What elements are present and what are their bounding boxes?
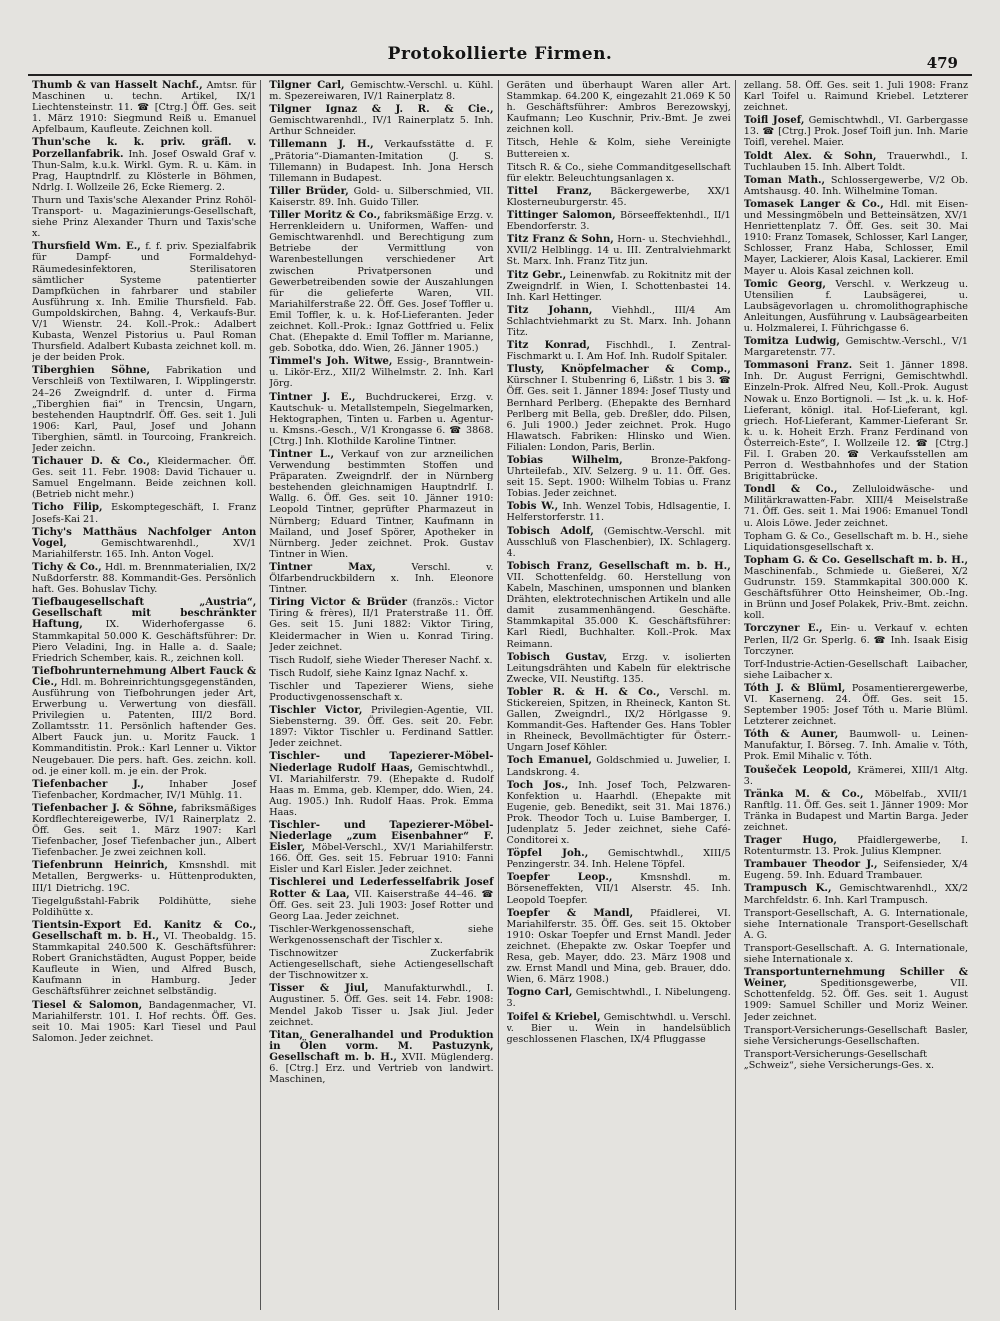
company-details: Tiegelgußstahl-Fabrik Poldihütte, siehe Poldihütte x. [32, 895, 257, 918]
company-entry [744, 531, 968, 553]
company-name: Tintner L., [269, 448, 335, 460]
company-details: Gemischtwhdl., XIII/5 Penzingerstr. 34. Inh. Helene Töpfel. [506, 848, 731, 871]
company-entry [744, 80, 968, 113]
company-entry [32, 597, 256, 664]
company-entry [507, 210, 731, 232]
company-name: Toch Emanuel, [506, 754, 592, 767]
company-name: Thun'sche k. k. priv. gräfl. v. Porzellanfabrik. [32, 136, 257, 160]
company-details: Maschinenfab., Schmiede u. Gießerei, X/2 Gudrunstr. 159. Stammkapital 300.000 K. Geschäftsführer Otto Heinsheimer, Ob.-Ing. in Brünn und Josef Polakek, Priv.-Bmt. zeichn. koll. [743, 565, 968, 622]
company-details: Verschl. m. Stickereien, Spitzen, in Rheineck, Kanton St. Gallen, Zweigndrl., IX/2 Hörlgasse 9. Kommandit-Ges. Haftender Ges. Hans Tobler in Rheineck, Bevollmächtigter für Österr.-Ungarn Josef Köhler. [506, 686, 731, 754]
company-entry [32, 502, 256, 524]
company-name: Tobisch Gustav, [506, 650, 608, 663]
company-entry [507, 848, 731, 870]
company-details: Schlossergewerbe, V/2 Ob. Amtshausg. 40. Inh. Wilhelmine Toman. [743, 174, 968, 197]
company-name: Trampusch K., [743, 882, 832, 895]
company-entry [269, 597, 493, 652]
company-entry [507, 755, 731, 777]
company-details: Gemischtwarenhdl., XV/1 Mariahilferstr. 165. Inh. Anton Vogel. [32, 537, 257, 560]
company-details: Gemischtwhdl., VI. Garbergasse 13. ☎ [Ctrg.] Prok. Josef Toifl jun. Inh. Marie Toifl, verehel. Maier. [743, 115, 968, 149]
company-entry [744, 360, 968, 482]
company-entry [507, 780, 731, 847]
company-entry [744, 835, 968, 857]
company-name: Tischler- und Tapezierer-Möbel-Niederlage „zum Eisenbahner“ F. Eisler, [269, 819, 494, 854]
company-details: Gemischtw.-Verschl. u. Kühl. m. Spezereiwaren, IV/1 Rainerplatz 8. [269, 80, 494, 103]
company-name: Tiefenbrunn Heinrich, [32, 859, 168, 872]
company-details: Viehhdl., III/4 Am Schlachtviehmarkt zu St. Marx. Inh. Johann Titz. [506, 304, 731, 338]
company-details: Eskomptegeschäft, I. Franz Josefs-Kai 21. [32, 502, 257, 525]
company-details: Titsch R. & Co., siehe Commanditgesellschaft für elektr. Beleuchtungsanlagen x. [506, 161, 731, 184]
company-details: Inh. Josef Toch, Pelzwaren-Konfektion u. Haarhdl. (Ehepakte mit Eugenie, geb. Benedikt, seit 31. Mai 1876.) Prok. Theodor Toch u. Luise Bamberger, I. Judenplatz 5. Jeder zeichnet, siehe Café-Conditorei x. [506, 779, 731, 847]
company-entry [269, 820, 493, 875]
company-details: Tischnowitzer Zuckerfabrik Actiengesellschaft, siehe Actiengesellschaft der Tischnowitzer x. [269, 948, 494, 982]
header-rule [28, 74, 972, 76]
company-entry [744, 484, 968, 528]
company-details: Seit 1. Jänner 1898. Inh. Dr. August Ferrigni, Gemischtwhdl. Einzeln-Prok. Alfred Neu, Koll.-Prok. August Nowak u. Enzo Bortignoli. — Ist „k. u. k. Hof-Lieferant, königl. ital. Hof-Lieferant, kgl. griech. Hof-Lieferant, Kammer-Lieferant Sr. k. u. k. Hoheit Erzh. Franz Ferdinand von Österreich-Este“, I. Wollzeile 12. ☎ [Ctrg.] Fil. I. Graben 20. ☎ Verkaufsstellen am Perron d. Westbahnhofes und der Station Brigittabrücke. [743, 360, 968, 483]
company-name: Tischler- und Tapezierer-Möbel-Niederlage Rudolf Haas, [269, 750, 494, 774]
company-details: Kleidermacher. Öff. Ges. seit 11. Febr. 1908: David Tichauer u. Samuel Engelmann. Beide zeichnen koll. (Betrieb nicht mehr.) [32, 456, 257, 501]
company-details: Tischler und Tapezierer Wiens, siehe Productivgenossenschaft x. [269, 680, 494, 703]
company-name: Toifl Josef, [743, 114, 805, 127]
company-entry [744, 859, 968, 881]
company-entry [744, 175, 968, 197]
company-name: Trager Hugo, [743, 834, 837, 847]
company-entry [744, 1049, 968, 1071]
company-details: Gemischtwhdl. u. Verschl. v. Bier u. Wein in handelsüblich geschlossenen Flaschen, IX/4 Pfluggasse [506, 1011, 731, 1045]
company-entry [744, 883, 968, 905]
company-entry [32, 456, 256, 500]
company-details: Tisch Rudolf, siehe Kainz Ignaz Nachf. x. [269, 667, 469, 679]
company-details: Möbel-Verschl., XV/1 Mariahilferstr. 166. Öff. Ges. seit 15. Februar 1910: Fanni Eisler und Karl Eisler. Jeder zeichnet. [269, 842, 494, 876]
company-details: Verschl. v. Ölfarbendruckbildern x. Inh. Eleonore Tintner. [269, 561, 494, 596]
company-name: Tiefbohrunternehmung Albert Fauck & Cie., [32, 664, 257, 688]
company-name: Tränka M. & Co., [743, 787, 864, 800]
company-name: Tóth & Auner, [743, 728, 839, 741]
company-name: Tischlerei und Lederfesselfabrik Josef Rotter & Laa, [269, 876, 494, 900]
company-entry [507, 455, 731, 499]
company-details: Horn- u. Stechviehhdl., XVII/2 Helblingg. 14 u. III. Zentralviehmarkt St. Marx. Inh. Franz Titz jun. [506, 234, 731, 268]
company-entry [507, 270, 731, 303]
company-details: Fischhdl., I. Zentral-Fischmarkt u. I. Am Hof. Inh. Rudolf Spitaler. [506, 340, 731, 363]
company-entry [32, 920, 256, 998]
company-name: Topham G. & Co. Gesellschaft m. b. H., [743, 553, 968, 566]
company-details: Seifensieder, X/4 Eugeng. 59. Inh. Eduard Trambauer. [743, 859, 968, 882]
company-name: Titz Gebr., [506, 268, 567, 281]
company-entry [507, 1012, 731, 1045]
company-details: Möbelfab., XVII/1 Ranftlg. 11. Öff. Ges. seit 1. Jänner 1909: Mor Tränka in Budapest und Martin Barga. Jeder zeichnet. [743, 788, 968, 833]
company-details: Börseeffektenhdl., II/1 Ebendorferstr. 3. [506, 210, 731, 233]
company-details: Manufakturwhdl., I. Augustiner. 5. Öff. Ges. seit 14. Febr. 1908: Mendel Jakob Tisser u. Jsak Jiul. Jeder zeichnet. [269, 983, 494, 1028]
company-name: Tondl & Co., [743, 483, 838, 496]
company-details: Gemischtwarenhdl., XX/2 Marchfeldstr. 6. Inh. Karl Trampusch. [743, 883, 968, 906]
company-entry [269, 751, 493, 818]
company-entry [507, 137, 731, 159]
company-details: Transport-Gesellschaft. A. G. Internationale, siehe Internationale x. [743, 942, 968, 966]
company-details: (französ.: Victor Tiring & frères), II/1 Praterstraße 11. Öff. Ges. seit 15. Juni 1882: Viktor Tiring, Kleidermacher in Wien u. Konrad Tiring. Jeder zeichnet. [269, 597, 494, 653]
company-details: Verkaufsstätte d. F. „Prätoria“-Diamanten-Imitation (J. S. Tillemann) in Budapest. Inh. Jona Hersch Tillemann in Budapest. [269, 139, 494, 184]
company-name: Toušeček Leopold, [743, 763, 852, 776]
company-name: Tientsin-Export Ed. Kanitz & Co., Gesellschaft m. b. H., [32, 918, 257, 942]
company-name: Tintner Max, [269, 560, 376, 573]
company-name: Toepfer & Mandl, [506, 906, 634, 919]
company-name: Titz Konrad, [506, 339, 591, 352]
company-entry [507, 561, 731, 650]
company-entry [269, 681, 493, 703]
company-details: IX. Widerhofergasse 6. Stammkapital 50.000 K. Geschäftsführer: Dr. Piero Veladini, Ing. in Halle a. d. Saale; Friedrich Schember, kais. R., zeichnen koll. [32, 619, 257, 664]
company-details: Gold- u. Silberschmied, VII. Kaiserstr. 89. Inh. Guido Tiller. [269, 185, 494, 208]
company-details: Goldschmied u. Juwelier, I. Landskrong. 4. [506, 755, 731, 778]
company-entry [744, 623, 968, 656]
company-details: Kmsnshdl. mit Metallen, Bergwerks- u. Hüttenprodukten, III/1 Dietrichg. 19C. [32, 860, 257, 894]
company-entry [507, 501, 731, 523]
company-details: Speditionsgewerbe, VII. Schottenfeldg. 52. Öff. Ges. seit 1. August 1909: Samuel Schiller und Moriz Weiner. Jeder zeichnet. [743, 978, 968, 1023]
company-details: Kmsnshdl. m. Börseneffekten, VII/1 Alserstr. 45. Inh. Leopold Toepfer. [506, 872, 731, 906]
company-details: VII. Kaiserstraße 44–46. ☎ Öff. Ges. seit 23. Juli 1903: Josef Rotter und Georg Laa. Jeder zeichnet. [269, 888, 494, 922]
company-entry [32, 666, 256, 777]
company-details: Transport-Versicherungs-Gesellschaft „Schweiz“, siehe Versicherungs-Ges. x. [743, 1048, 935, 1071]
company-entry [269, 668, 493, 679]
company-details: Gemischtwhdl., I. Nibelungeng. 3. [506, 987, 731, 1010]
company-name: Tichauer D. & Co., [32, 455, 150, 468]
company-entry [744, 279, 968, 334]
company-name: Toldt Alex. & Sohn, [743, 149, 877, 162]
company-name: Tobisch Adolf, [506, 524, 594, 537]
company-details: Verschl. v. Werkzeug u. Utensilien f. Laubsägerei, u. Laubsägevorlagen u. chromolithographische Anleitungen, Ausführung v. Laubsägearbeiten u. Holzmalerei, I. Führichgasse 6. [743, 278, 968, 334]
company-name: Tiller Brüder, [269, 184, 349, 197]
company-name: Tiefenbacher J., [32, 777, 145, 790]
company-entry [269, 80, 493, 102]
company-entry [744, 683, 968, 727]
company-name: Tichy & Co., [32, 560, 102, 573]
company-name: Töpfel Joh., [506, 847, 589, 860]
company-entry [32, 779, 256, 801]
company-entry [269, 562, 493, 595]
company-entry [744, 1025, 968, 1047]
company-entry [744, 336, 968, 358]
company-name: Titz Franz & Sohn, [506, 233, 614, 246]
company-details: XVII. Müglenderg. 6. [Ctrg.] Erz. und Vertrieb von landwirt. Maschinen, [269, 1051, 494, 1086]
company-name: Titz Johann, [506, 303, 593, 316]
company-name: Tóth J. & Blüml, [743, 681, 846, 694]
company-entry [744, 765, 968, 787]
company-entry [744, 151, 968, 173]
company-details: Pfaidlergewerbe, I. Rotenturmstr. 13. Prok. Julius Klempner. [743, 835, 968, 858]
company-name: Toifel & Kriebel, [506, 1010, 601, 1023]
company-details: Erzg. v. isolierten Leitungsdrähten und Kabeln für elektrische Zwecke, VII. Neustiftg. 135. [506, 651, 731, 685]
company-details: Ein- u. Verkauf v. echten Perlen, II/2 Gr. Sperlg. 6. ☎ Inh. Isaak Eisig Torczyner. [743, 623, 968, 657]
company-name: Tobias Wilhelm, [506, 454, 623, 466]
company-name: Thursfield Wm. E., [32, 240, 141, 253]
company-details: zellang. 58. Öff. Ges. seit 1. Juli 1908: Franz Karl Toifel u. Raimund Kriebel. Letzterer zeichnet. [743, 80, 968, 114]
company-name: Torczyner E., [743, 622, 823, 635]
company-details: Transport-Gesellschaft, A. G. Internationale, siehe Internationale Transport-Gesellschaft A. G. [743, 907, 968, 941]
company-name: Tobler R. & H. & Co., [506, 685, 660, 698]
company-name: Timmel's Joh. Witwe, [269, 355, 393, 368]
company-details: Hdl. mit Eisen- und Messingmöbeln und Betteinsätzen, XV/1 Henriettenplatz 7. Öff. Ges. seit 30. Mai 1910: Franz Tomasek, Schlosser, Karl Langer, Schlosser, Franz Haba, Schlosser, Emil Mayer, Lackierer, Alois Kasal, Lackierer. Emil Mayer u. Alois Kasal zeichnen koll. [743, 198, 968, 277]
company-entry [269, 139, 493, 183]
company-details: Torf-Industrie-Actien-Gesellschaft Laibacher, siehe Laibacher x. [743, 658, 968, 681]
column-1 [32, 80, 261, 1310]
company-entry [269, 356, 493, 389]
company-name: Thumb & van Hasselt Nachf., [32, 80, 203, 91]
page-title: Protokollierte Firmen. [387, 44, 613, 64]
company-name: Tintner J. E., [269, 390, 356, 403]
company-entry [32, 803, 256, 858]
company-name: Tisser & Jiul, [269, 982, 369, 995]
company-details: Inh. Wenzel Tobis, Hdlsagentie, I. Helferstorferstr. 11. [506, 501, 731, 524]
company-name: Tittel Franz, [506, 184, 593, 197]
company-details: Bäckergewerbe, XX/1 Klosterneuburgerstr. 45. [506, 185, 731, 208]
company-name: Transportunternehmung Schiller & Weiner, [743, 966, 968, 990]
company-details: Thurn und Taxis'sche Alexander Prinz Rohöl-Transport- u. Magazinierungs-Gesellschaft, siehe Prinz Alexander Thurn und Taxis'sche x. [32, 194, 257, 240]
company-details: Geräten und überhaupt Waren aller Art. Stammkap. 64.200 K, eingezahlt 21.069 K 50 h. Geschäftsführer: Ambros Berezowskyj, Kaufmann; Leo Kuschnir, Priv.-Bmt. Je zwei zeichnen koll. [506, 80, 731, 136]
company-name: Tommasoni Franz. [743, 359, 853, 372]
company-entry [507, 687, 731, 754]
company-details: (Gemischtw.-Verschl. mit Ausschluß von Flaschenbier), IX. Schlagerg. 4. [506, 525, 731, 559]
company-entry [507, 162, 731, 184]
column-3 [507, 80, 736, 1310]
company-entry [507, 305, 731, 338]
company-entry [32, 365, 256, 454]
company-details: Topham G. & Co., Gesellschaft m. b. H., siehe Liquidationsgesellschaft x. [743, 530, 968, 553]
company-details: Titsch, Hehle & Kolm, siehe Vereinigte Buttereien x. [506, 137, 731, 160]
company-entry [269, 186, 493, 208]
company-details: Verkauf von zur arzneilichen Verwendung bestimmten Stoffen und Präparaten. Zweigndrlf. der in Nürnberg bestehenden gleichnamigen Hauptndrlf. I. Wallg. 6. Öff. Ges. seit 10. Jänner 1910: Leopold Tintner, geprüfter Pharmazeut in Nürnberg; Eduard Tintner, Kaufmann in Mailand, und Josef Spörer, Apotheker in Nürnberg. Jeder zeichnet. Prok. Gustav Tintner in Wien. [269, 449, 494, 560]
columns-container [32, 80, 972, 1310]
company-details: Gemischtwarenhdl., IV/1 Rainerplatz 5. Inh. Arthur Schneider. [269, 115, 494, 138]
company-entry [32, 195, 256, 239]
company-entry [269, 210, 493, 354]
company-entry [507, 340, 731, 362]
company-details: Privilegien-Agentie, VII. Siebensterng. 39. Öff. Ges. seit 20. Febr. 1897: Viktor Tischler u. Ferdinand Sattler. Jeder zeichnet. [269, 705, 494, 750]
company-details: fabriksmäßige Erzg. v. Herrenkleidern u. Uniformen, Waffen- und Gemischtwarenhdl. und Berechtigung zum Betriebe der Vermittlung von Warenbestellungen verschiedener Art zwischen Privatpersonen und Gewerbetreibenden sowie der Auszahlungen für die gelieferte Waren, VII. Mariahilferstraße 22. Öff. Ges. Josef Toffler u. Emil Toffler, k. u. k. Hof-Lieferanten. Jeder zeichnet. Koll.-Prok.: Ignaz Gottfried u. Felix Chat. (Ehepakte d. Emil Toffler m. Marianne, geb. Sobotka, ddo. Wien, 26. Jänner 1905.) [269, 210, 494, 355]
company-name: Tlusty, Knöpfelmacher & Comp., [506, 363, 731, 376]
page-number: 479 [926, 54, 958, 72]
company-entry [744, 555, 968, 622]
company-name: Tittinger Salomon, [506, 209, 616, 222]
company-details: Gemischtw.-Verschl., V/1 Margaretenstr. 77. [743, 336, 968, 359]
company-details: VII. Schottenfeldg. 60. Herstellung von Kabeln, Maschinen, umsponnen und blanken Drähten, elektrotechnischen Artikeln und alle damit zusammenhängend. Geschäfte. Stammkapital 35.000 K. Geschäftsführer: Karl Riedl, Buchhalter. Koll.-Prok. Max Reimann. [506, 571, 731, 650]
company-details: Posamentierergewerbe, VI. Kaserneng. 24. Öff. Ges. seit 15. September 1905: Josef Tóth u. Marie Blüml. Letzterer zeichnet. [743, 682, 968, 728]
company-details: VI. Theobaldg. 15. Stammkapital 240.500 K. Geschäftsführer: Robert Granichstädten, August Popper, beide Kaufleute in Wien, und Alfred Busch, Kaufmann in Hamburg. Jeder Geschäftsführer zeichnet selbständig. [32, 930, 257, 998]
company-name: Toch Jos., [506, 778, 569, 791]
company-entry [507, 908, 731, 986]
company-details: Bronze-Pakfong-Uhrteilefab., XIV. Selzerg. 9 u. 11. Öff. Ges. seit 15. Sept. 1900: Wilhelm Tobias u. Franz Tobias. Jeder zeichnet. [506, 455, 731, 500]
company-name: Tischler Victor, [269, 704, 363, 717]
company-entry [744, 115, 968, 148]
company-name: Tilgner Carl, [269, 80, 345, 91]
company-entry [269, 449, 493, 560]
column-4 [744, 80, 972, 1310]
company-entry [507, 987, 731, 1009]
company-entry [269, 948, 493, 981]
column-2 [269, 80, 498, 1310]
company-name: Titan, Generalhandel und Produktion in Ölen vorm. M. Pastuzynk, Gesellschaft m. b. H., [269, 1028, 494, 1063]
company-entry [744, 729, 968, 762]
company-details: Inhaber Josef Tiefenbacher, Kordmacher, IV/1 Mühlg. 11. [32, 778, 257, 801]
company-details: fabriksmäßiges Kordflechtereigewerbe, IV/1 Rainerplatz 2. Öff. Ges. seit 1. März 1907: Karl Tiefenbacher, Josef Tiefenbacher jun., Albert Tiefenbacher. Je zwei zeichnen koll. [32, 802, 257, 859]
company-details: Tischler-Werkgenossenschaft, siehe Werkgenossenschaft der Tischler x. [269, 923, 494, 946]
company-name: Toepfer Leop., [506, 871, 613, 884]
company-name: Tiefbaugesellschaft „Austria“, Gesellschaft mit beschränkter Haftung, [32, 596, 257, 631]
company-entry [744, 967, 968, 1022]
company-name: Toman Math., [743, 173, 826, 186]
company-entry [269, 924, 493, 946]
company-name: Tomasek Langer & Co., [743, 197, 884, 210]
company-entry [269, 705, 493, 749]
company-entry [507, 186, 731, 208]
company-name: Tichy's Matthäus Nachfolger Anton Vogel, [32, 525, 257, 549]
company-details: Bandagenmacher, VI. Mariahilferstr. 101. I. Hof rechts. Öff. Ges. seit 10. Mai 1905: Karl Tiesel und Paul Salomon. Jeder zeichnet. [32, 999, 257, 1044]
company-entry [744, 789, 968, 833]
company-details: Leinenwfab. zu Rokitnitz mit der Zweigndrlf. in Wien, I. Schottenbastei 14. Inh. Karl Hettinger. [506, 269, 731, 303]
company-details: Krämerei, XIII/1 Altg. 3. [743, 764, 968, 787]
company-details: Buchdruckerei, Erzg. v. Kautschuk- u. Metallstempeln, Siegelmarken, Hektographen, Tinten u. Farben u. Agentur- u. Kmsns.-Gesch., V/1 Krongasse 6. ☎ 3868. [Ctrg.] Inh. Klothilde Karoline Tintner. [269, 391, 494, 447]
company-entry [32, 527, 256, 560]
company-entry [507, 526, 731, 559]
company-entry [32, 241, 256, 363]
company-name: Ticho Filip, [32, 501, 103, 514]
company-entry [32, 80, 256, 135]
company-entry [269, 877, 493, 921]
company-details: Zelluloidwäsche- und Militärkrawatten-Fabr. XIII/4 Meiselstraße 71. Öff. Ges. seit 1. Mai 1906: Emanuel Tondl u. Alois Löwe. Jeder zeichnet. [743, 484, 968, 529]
company-name: Trambauer Theodor J., [743, 858, 878, 871]
company-details: Amtsr. für Maschinen u. techn. Artikel, IX/1 Liechtensteinstr. 11. ☎ [Ctrg.] Öff. Ges. seit 1. März 1910: Siegmund Reiß u. Emanuel Apfelbaum, Kaufleute. Zeichnen koll. [32, 80, 257, 136]
company-details: Essig-, Branntwein- u. Likör-Erz., XII/2 Wilhelmstr. 2. Inh. Karl Jörg. [269, 356, 494, 390]
company-entry [507, 364, 731, 453]
company-details: Transport-Versicherungs-Gesellschaft Basler, siehe Versicherungs-Gesellschaften. [743, 1024, 968, 1047]
company-entry [744, 659, 968, 681]
company-details: Tisch Rudolf, siehe Wieder Thereser Nachf. x. [269, 654, 493, 666]
company-details: Baumwoll- u. Leinen-Manufaktur, I. Börseg. 7. Inh. Amalie v. Tóth, Prok. Emil Mihalic v. Tóth. [743, 729, 968, 763]
company-entry [744, 199, 968, 277]
company-name: Tillemann J. H., [269, 138, 374, 151]
company-name: Tilgner Ignaz & J. R. & Cie., [269, 103, 494, 116]
company-details: f. f. priv. Spezialfabrik für Dampf- und Formaldehyd-Räumedesinfektoren, Sterilisatoren sämtlicher Systeme patentierter Dampfküchen in fahrbarer und stabiler Ausführung x. Inh. Emilie Thursfield. Fab. Gumpoldskirchen, Bahng. 4, Verkaufs-Bur. V/1 Wienstr. 24. Koll.-Prok.: Adalbert Kubasta, Wenzel Pistorius u. Paul Roman Thursfield. Adalbert Kubasta zeichnet koll. m. je der beiden Prok. [32, 241, 257, 364]
company-entry [744, 908, 968, 941]
company-entry [269, 392, 493, 447]
company-entry [507, 872, 731, 905]
company-entry [269, 104, 493, 137]
company-entry [32, 896, 256, 918]
company-name: Tiberghien Söhne, [32, 364, 151, 377]
company-name: Tobis W., [506, 500, 559, 513]
company-details: Hdl. m. Bohreinrichtungsgegenständen, Ausführung von Tiefbohrungen jeder Art, Erwerbung u. Verwertung von diesfäll. Privilegien u. Patenten, III/2 Bord. Zollamtsstr. 11. Persönlich haftender Ges. Albert Fauck jun. u. Moritz Fauck. 1 Kommanditistin. Prok.: Karl Lenner u. Viktor Neugebauer. Die pers. haft. Ges. zeichn. koll. od. je einer koll. m. je ein. der Prok. [32, 676, 257, 777]
company-name: Togno Carl, [506, 986, 573, 999]
company-entry [32, 860, 256, 893]
company-entry [507, 234, 731, 267]
company-entry [507, 80, 731, 135]
company-entry [32, 562, 256, 595]
company-details: Pfaidlerei, VI. Mariahilferstr. 35. Öff. Ges. seit 15. Oktober 1910: Oskar Toepfer und Ernst Mandl. Jeder zeichnet. (Ehepakte zw. Oskar Toepfer und Resa, geb. Mayer, ddo. 23. März 1908 und zw. Ernst Mandl und Mina, geb. Brauer, ddo. Wien, 6. März 1908.) [506, 907, 731, 986]
company-entry [32, 137, 256, 192]
company-entry [744, 943, 968, 965]
company-entry [269, 655, 493, 666]
company-details: Kürschner I. Stubenring 6, Lißstr. 1 bis 3. ☎ Öff. Ges. seit 1. Jänner 1894: Josef Tlusty und Bernhard Perlberg. (Ehepakte des Bernhard Perlberg mit Bella, geb. Dreßler, ddo. Pilsen, 6. Juli 1900.) Jeder zeichnet. Prok. Hugo Hlawatsch. Fabriken: Hlinsko und Wien. Filialen: London, Paris, Berlin. [506, 375, 731, 453]
company-details: Hdl. m. Brennmaterialien, IX/2 Nußdorferstr. 88. Kommandit-Ges. Persönlich haft. Ges. Bohuslav Tichy. [32, 561, 257, 596]
company-name: Tiring Victor & Brüder [269, 596, 408, 609]
company-name: Tomic Georg, [743, 277, 826, 290]
company-name: Tomitza Ludwig, [743, 335, 840, 348]
company-details: Fabrikation und Verschleiß von Textilwaren, I. Wipplingerstr. 24–26 Zweigndrlf. d. unter d. Firma „Tiberghien fiai“ in Trencsin, Ungarn, bestehenden Hauptndrlf. Öff. Ges. seit 1. Juli 1906: Karl, Paul, Josef und Johann Tiberghien, sämtl. in Tourcoing, Frankreich. Jeder zeichn. [32, 365, 257, 454]
company-details: Trauerwhdl., I. Tuchlauben 15. Inh. Albert Toldt. [743, 150, 968, 173]
company-entry [269, 1030, 493, 1085]
company-name: Tiefenbacher J. & Söhne, [32, 801, 178, 814]
company-name: Tiller Moritz & Co., [269, 209, 381, 222]
company-details: Inh. Josef Oswald Graf v. Thun-Salm, k.u.k. Wirkl. Gym. R. u. Käm. in Prag, Hauptndrlf. zu Klösterle in Böhmen, Ndrlg. I. Wollzeile 26, Ecke Riemerg. 2. [32, 148, 257, 193]
company-entry [269, 983, 493, 1027]
company-name: Tiesel & Salomon, [32, 998, 143, 1011]
company-details: Gemischtwhdl., VI. Mariahilferstr. 79. (Ehepakte d. Rudolf Haas m. Emma, geb. Klemper, ddo. Wien, 24. Aug. 1905.) Inh. Rudolf Haas. Prok. Emma Haas. [269, 762, 494, 818]
company-entry [507, 652, 731, 685]
company-name: Tobisch Franz, Gesellschaft m. b. H., [506, 559, 731, 572]
company-entry [32, 1000, 256, 1044]
